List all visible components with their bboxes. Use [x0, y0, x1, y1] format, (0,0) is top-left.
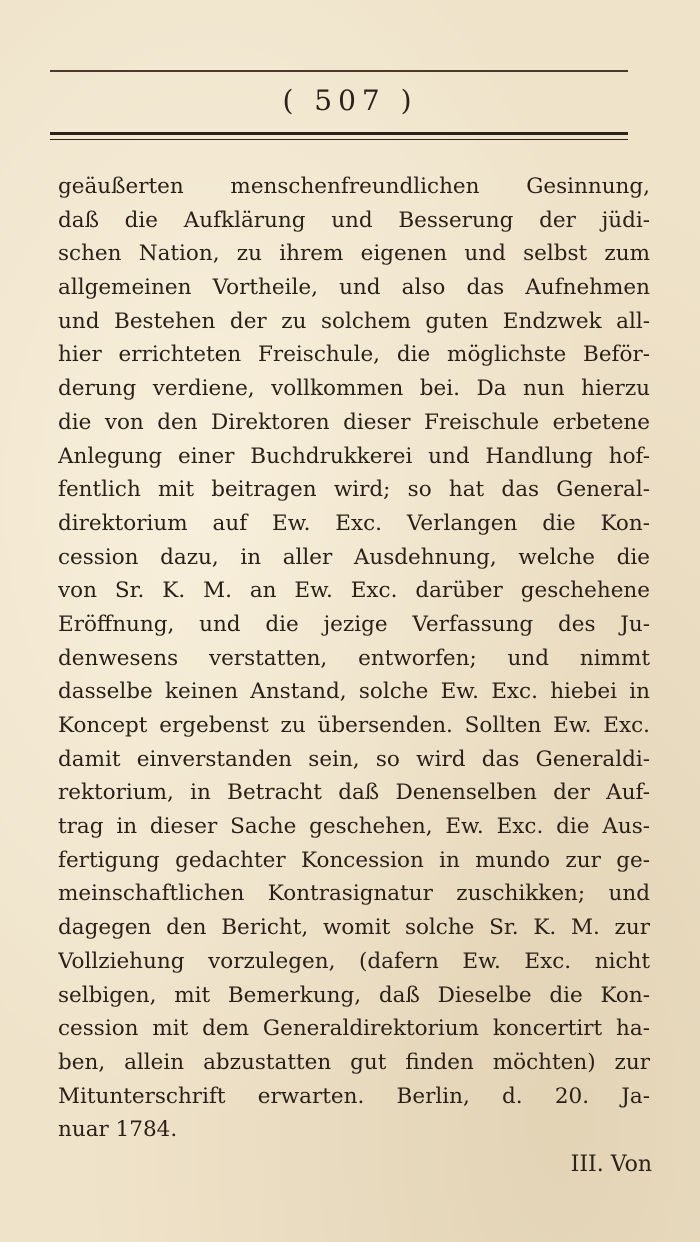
text-line: cession dazu, in aller Ausdehnung, welche die [58, 544, 650, 570]
text-line: geäußerten menschenfreundlichen Gesinnung, [58, 174, 650, 199]
text-line: nuar 1784. [58, 1117, 178, 1143]
text-line: Eröffnung, und die jezige Verfassung des Ju- [58, 611, 650, 637]
text-line: Anlegung einer Buchdrukkerei und Handlung hof- [58, 443, 650, 469]
top-rule [50, 70, 628, 72]
text-line: fentlich mit beitragen wird; so hat das General- [58, 477, 650, 503]
text-line: Mitunterschrift erwarten. Berlin, d. 20. Ja- [58, 1083, 650, 1109]
text-line: damit einverstanden sein, so wird das Generaldi- [58, 746, 650, 772]
text-line: von Sr. K. M. an Ew. Exc. darüber geschehene [58, 578, 650, 604]
text-line: cession mit dem Generaldirektorium koncertirt ha- [58, 1016, 650, 1042]
text-line: Vollziehung vorzulegen, (dafern Ew. Exc. nicht [58, 948, 650, 974]
body-text [58, 170, 650, 1147]
text-line: rektorium, in Betracht daß Denenselben der Auf- [58, 780, 650, 806]
text-line: Koncept ergebenst zu übersenden. Sollten Ew. Exc. [58, 713, 650, 738]
text-line: hier errichteten Freischule, die möglichste Beför- [58, 342, 650, 368]
text-line: trag in dieser Sache geschehen, Ew. Exc. die Aus- [58, 814, 650, 840]
text-line: derung verdiene, vollkommen bei. Da nun hierzu [58, 376, 650, 402]
text-line: daß die Aufklärung und Besserung der jüdi- [58, 207, 650, 233]
text-line: fertigung gedachter Koncession in mundo zur ge- [58, 847, 650, 873]
text-line: denwesens verstatten, entworfen; und nimmt [58, 645, 650, 671]
text-line: die von den Direktoren dieser Freischule erbetene [58, 409, 650, 435]
text-line: meinschaftlichen Kontrasignatur zuschikken; und [58, 881, 650, 907]
text-line: dasselbe keinen Anstand, solche Ew. Exc. hiebei in [58, 679, 650, 705]
text-line: schen Nation, zu ihrem eigenen und selbst zum [58, 241, 650, 267]
catchword: III. Von [570, 1152, 652, 1177]
page-number: ( 507 ) [282, 84, 418, 117]
text-line: selbigen, mit Bemerkung, daß Dieselbe die Kon- [58, 982, 650, 1008]
text-line: direktorium auf Ew. Exc. Verlangen die Kon- [58, 510, 650, 536]
text-line: und Bestehen der zu solchem guten Endzwek all- [58, 308, 650, 334]
header-double-rule [50, 132, 628, 140]
text-line: allgemeinen Vortheile, und also das Aufnehmen [58, 275, 650, 301]
text-line: dagegen den Bericht, womit solche Sr. K. M. zur [58, 915, 650, 941]
text-line: ben, allein abzustatten gut finden möchten) zur [58, 1049, 650, 1075]
